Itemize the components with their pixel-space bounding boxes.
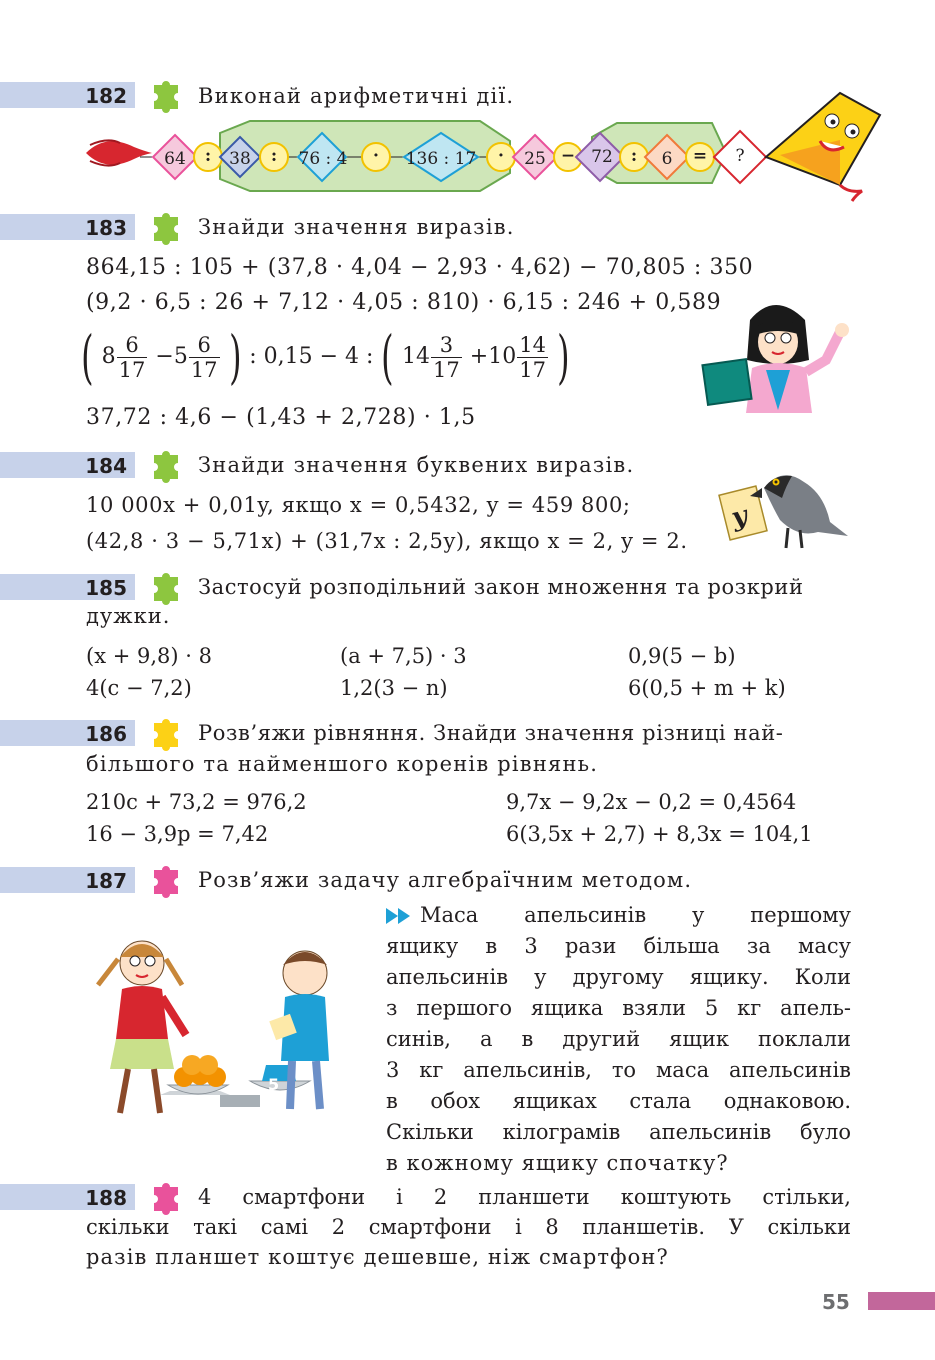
chain-item: : — [630, 146, 638, 166]
expression-line: 864,15 : 105 + (37,8 · 4,04 − 2,93 · 4,62) − 70,805 : 350 — [86, 255, 754, 280]
puzzle-green-icon — [146, 207, 186, 247]
equation: 9,7x − 9,2x − 0,2 = 0,4564 — [506, 790, 797, 814]
task-number-bar — [0, 452, 135, 478]
task-number: 187 — [85, 869, 127, 893]
puzzle-pink-icon — [146, 1177, 186, 1217]
problem-text-line: 4 смартфони і 2 планшети коштують стільки, — [198, 1185, 851, 1209]
expression-item: 6(0,5 + m + k) — [628, 676, 786, 700]
chain-item: · — [373, 146, 379, 166]
expression-item: 0,9(5 − b) — [628, 644, 736, 668]
card-letter: y — [728, 500, 751, 534]
task-number: 184 — [85, 454, 127, 478]
girl-with-book-illustration — [700, 290, 860, 415]
puzzle-yellow-icon — [146, 713, 186, 753]
task-number-bar — [0, 1184, 135, 1210]
problem-text-line: апельсинів у другому ящику. Коли — [386, 965, 851, 989]
expression-line: 37,72 : 4,6 − (1,43 + 2,728) · 1,5 — [86, 405, 476, 430]
task-number: 186 — [85, 722, 127, 746]
problem-text-line: Маса апельсинів у першому — [420, 903, 851, 927]
task-number: 185 — [85, 576, 127, 600]
task-heading: Знайди значення виразів. — [198, 215, 515, 239]
weight-label: 5 — [268, 1075, 280, 1094]
task-heading: Виконай арифметичні дії. — [198, 84, 515, 108]
fast-forward-icon — [386, 908, 412, 924]
chain-item: 72 — [591, 147, 613, 167]
equation: 16 − 3,9p = 7,42 — [86, 822, 269, 846]
chain-item: · — [498, 146, 504, 166]
task-heading-continued: дужки. — [86, 604, 171, 628]
problem-text-line: Скільки кілограмів апельсинів було — [386, 1120, 851, 1144]
chain-item: : — [204, 146, 212, 166]
task-number-bar — [0, 214, 135, 240]
problem-text-line: скільки такі самі 2 смартфони і 8 планшетів. У скільки — [86, 1215, 851, 1239]
task-number-bar — [0, 867, 135, 893]
task-number: 182 — [85, 84, 127, 108]
kite-chain-illustration — [80, 85, 890, 205]
expression-item: 1,2(3 − n) — [340, 676, 448, 700]
chain-item: 6 — [661, 149, 673, 169]
page-number: 55 — [822, 1290, 850, 1314]
problem-text-line: ящику в 3 рази більша за масу — [386, 934, 851, 958]
equation: 6(3,5x + 2,7) + 8,3x = 104,1 — [506, 822, 813, 846]
task-heading: Розв’яжи задачу алгебраїчним методом. — [198, 868, 693, 892]
expression-item: (a + 7,5) · 3 — [340, 644, 467, 668]
expression-item: 4(c − 7,2) — [86, 676, 192, 700]
puzzle-pink-icon — [146, 860, 186, 900]
task-heading: Застосуй розподільний закон множення та розкрий — [198, 575, 804, 599]
equation: 210c + 73,2 = 976,2 — [86, 790, 307, 814]
expression-line: (42,8 · 3 − 5,71x) + (31,7x : 2,5y), якщо x = 2, y = 2. — [86, 529, 688, 553]
task-number: 183 — [85, 216, 127, 240]
problem-text-line: синів, а в другий ящик поклали — [386, 1027, 851, 1051]
task-heading: Знайди значення буквених виразів. — [198, 453, 635, 477]
page-number-bar — [868, 1292, 935, 1310]
expression-line: 10 000x + 0,01y, якщо x = 0,5432, y = 459 800; — [86, 493, 631, 517]
task-heading-continued: більшого та найменшого коренів рівнянь. — [86, 752, 599, 776]
children-scales-illustration — [80, 935, 370, 1125]
puzzle-green-icon — [146, 567, 186, 607]
problem-text-line: в кожному ящику спочатку? — [386, 1151, 729, 1175]
expression-item: (x + 9,8) · 8 — [86, 644, 212, 668]
problem-text-line: разів планшет коштує дешевше, ніж смартфон? — [86, 1245, 669, 1269]
chain-item: ? — [735, 146, 745, 166]
chain-item: − — [560, 146, 576, 166]
task-number-bar — [0, 720, 135, 746]
chain-item: 136 : 17 — [405, 149, 477, 169]
chain-item: : — [270, 146, 278, 166]
puzzle-green-icon — [146, 445, 186, 485]
task-number-bar — [0, 574, 135, 600]
chain-item: = — [692, 146, 708, 166]
problem-text-line: з першого ящика взяли 5 кг апель- — [386, 996, 851, 1020]
fraction-expression: ( 8 $\frac{6}{17}$ −5 $\frac{6}{17}$ ) : 0,15 − 4 : ( 14 $\frac{3}{17}$ +10 $\frac{14}{17}$ ) — [81, 323, 570, 391]
problem-text-line: в обох ящиках стала однаковою. — [386, 1089, 851, 1113]
task-number: 188 — [85, 1186, 127, 1210]
chain-item: 25 — [524, 149, 546, 169]
chain-item: 76 : 4 — [298, 149, 348, 169]
problem-text-line: 3 кг апельсинів, то маса апельсинів — [386, 1058, 851, 1082]
chain-item: 64 — [164, 149, 186, 169]
task-heading: Розв’яжи рівняння. Знайди значення різниці най- — [198, 721, 784, 745]
expression-line: (9,2 · 6,5 : 26 + 7,12 · 4,05 : 810) · 6,15 : 246 + 0,589 — [86, 290, 722, 315]
chain-item: 38 — [229, 149, 251, 169]
